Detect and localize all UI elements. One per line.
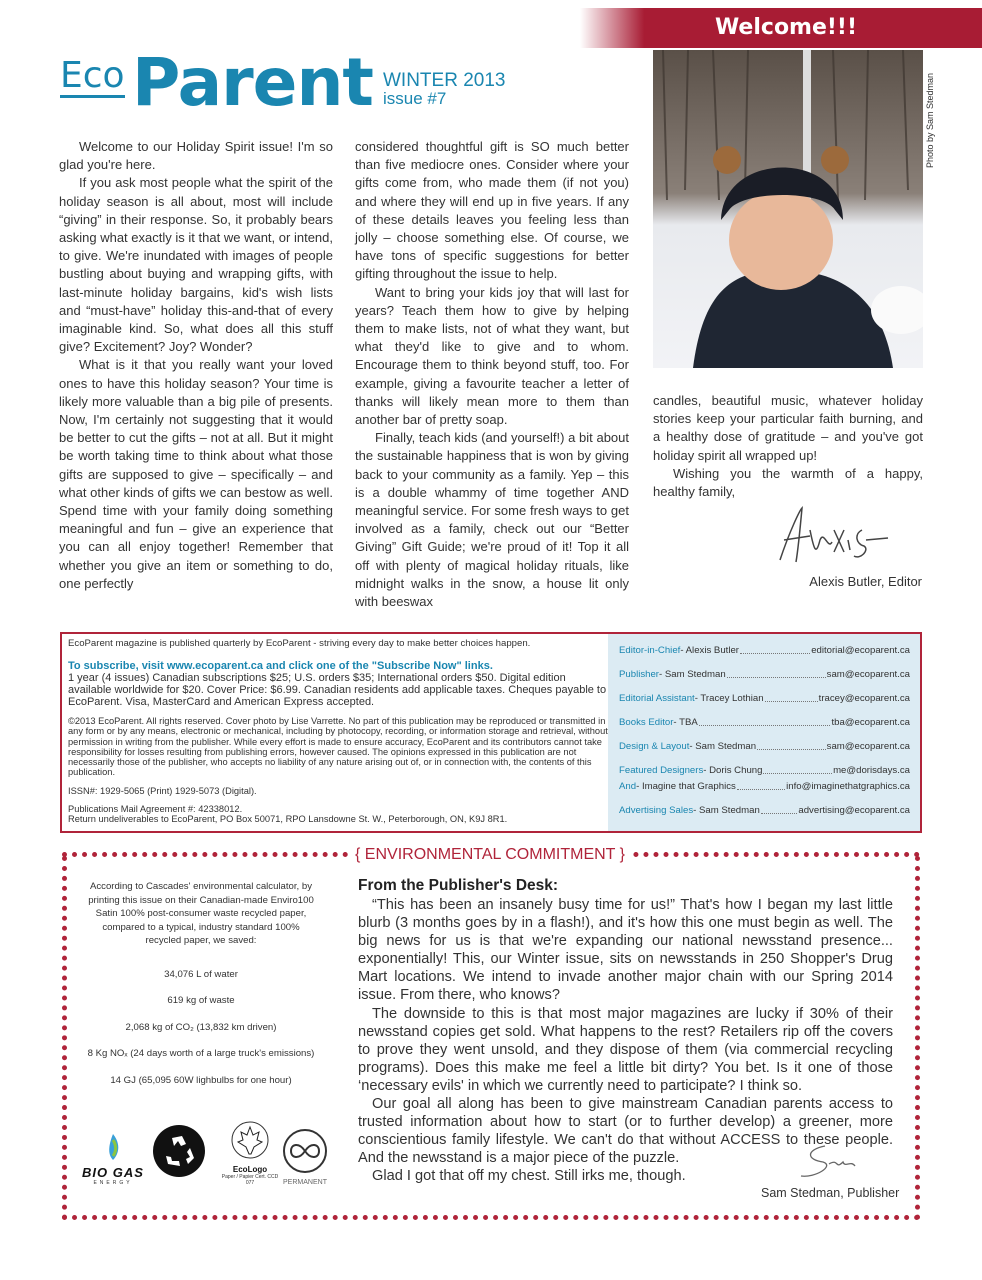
copyright: ©2013 EcoParent. All rights reserved. Cover photo by Lise Varrette. No part of this publication may be reproduced or transmitted in any form or by any means, electronic or mechanical, including by photocopy, recording, or information storage and retrieval, without permission in writing from the publisher. While every effort is made to ensure accuracy, EcoParent and its contributors cannot take responsibility for losses resulting from publishing errors, however caused. The opinions expressed in this publication are not necessarily those of the publisher, who accepts no liability of any nature arising out of, or in connection with, the contents of this publication. [68, 716, 608, 778]
issue-season: WINTER 2013 [383, 70, 506, 91]
saving-item: 2,068 kg of CO₂ (13,832 km driven) [125, 1021, 277, 1033]
staff-list [608, 634, 920, 831]
masthead-info-box [60, 632, 922, 833]
staff-name: - Sam Stedman [689, 741, 757, 752]
paragraph: What is it that you really want your loved ones to have this holiday season? Your time is likely more valuable than a big pile of presents. Now, I'm certainly not suggesting that it would be better to cut the gifts – not at all. But it might be worth taking time to think about what those gifts are supposed to give – specifically – and what other kinds of gifts we can bestow as well. Spend time with your family doing something meaningful and fun – give an experience that you can all enjoy together! Remember that whether you give an item or something to do, one perfectly [59, 357, 333, 591]
biogas-label: BIO GAS [82, 1165, 144, 1180]
publisher-heading: From the Publisher's Desk: [358, 877, 559, 894]
paragraph: Want to bring your kids joy that will last for years? Teach them how to give by helping them to make lists, not of what they want, but what they'd like to give and to whom. Encourage them to think beyond stuff, too. For example, giving a favourite teacher a letter of thanks will likely mean more to them than another bar of pretty soap. [355, 284, 629, 428]
staff-email[interactable]: sam@ecoparent.ca [826, 741, 910, 752]
logo-parent: Parent [132, 44, 373, 121]
staff-role: Design & Layout [619, 741, 690, 752]
paragraph: Finally, teach kids (and yourself!) a bit about the sustainable happiness that is won by giving back to your community as a family. Yep – this is a double whammy of time together AND meaningful service. For some fresh ways to get involved as a family, check out our “Better Giving” Gift Guide; we're proud of it! Top it all off with plenty of magical holiday rituals, like midnight walks in the snow, a house lit only with beeswax [355, 430, 629, 610]
staff-role: Editorial Assistant [619, 693, 695, 704]
welcome-banner [580, 8, 982, 48]
banner-title: Welcome!!! [714, 15, 857, 40]
permanent-logo [278, 1128, 332, 1186]
staff-role: And [619, 781, 637, 792]
staff-row [619, 693, 910, 717]
issue-number: issue #7 [383, 89, 447, 108]
staff-role: Featured Designers [619, 765, 704, 776]
staff-role: Advertising Sales [619, 805, 694, 816]
editorial-column-2 [355, 138, 629, 611]
staff-name: - Imagine that Graphics [636, 781, 736, 792]
paragraph: If you ask most people what the spirit of the holiday season is all about, most will include “giving” in their response. So, it probably bears asking what exactly is it that we want, or intend, to give. We're inundated with images of people bustling about buying and wrapping gifts, with last-minute holiday bargains, kid's wish lists and “must-have” holiday this-and-that of every imaginable kind. So, what does all this stuff give? Excitement? Joy? Wonder? [59, 175, 333, 355]
paper-savings [86, 880, 316, 1087]
saving-item: 34,076 L of water [164, 968, 238, 980]
environmental-title: { ENVIRONMENTAL COMMITMENT } [351, 846, 629, 864]
saving-item: 619 kg of waste [167, 995, 235, 1006]
staff-name: - Alexis Butler [680, 645, 739, 656]
staff-email[interactable]: tracey@ecoparent.ca [818, 693, 910, 704]
mail-agreement: Publications Mail Agreement #: 42338012. [68, 804, 243, 815]
staff-row [619, 645, 910, 669]
editor-name: Alexis Butler, Editor [809, 574, 922, 589]
permanent-label: PERMANENT [283, 1179, 327, 1186]
staff-row [619, 781, 910, 805]
paragraph: Wishing you the warmth of a happy, healthy family, [653, 465, 923, 500]
biogas-sub: ENERGY [93, 1180, 133, 1186]
saving-item: 14 GJ (65,095 60W lighbulbs for one hour) [110, 1074, 292, 1086]
issue-info [383, 72, 505, 108]
saving-item: 8 Kg NOₓ (24 days worth of a large truck's emissions) [87, 1048, 315, 1059]
staff-role: Editor-in-Chief [619, 645, 681, 656]
paragraph: Our goal all along has been to give mainstream Canadian parents access to trusted information about how to start (or to further develop) a greener, more conscientious family lifestyle. We can't do that without ACCESS to these people. And the newsstand is a major piece of the puzzle. [358, 1096, 893, 1167]
paragraph: considered thoughtful gift is SO much better than five mediocre ones. Consider where your gifts come from, who made them (if not you) and where they will end up in five years. If any of these details leaves you feeling less than jolly – choose something else. Of course, we have tons of specific suggestions for better gifting throughout the issue to help. [355, 139, 629, 282]
staff-row [619, 717, 910, 741]
rates: 1 year (4 issues) Canadian subscriptions $25; U.S. orders $35; International orders $50. Digital edition available worldwide for $20. Cover Price: $6.99. Canadian residents add applicable taxes. Cheques payable to EcoParent. Visa, MasterCard and American Express accepted. [68, 672, 607, 708]
publisher-name: Sam Stedman, Publisher [761, 1186, 900, 1200]
staff-row [619, 741, 910, 765]
recycle-icon [152, 1124, 206, 1178]
infinity-icon [282, 1128, 328, 1174]
staff-email[interactable]: info@imaginethatgraphics.ca [786, 781, 910, 792]
staff-email[interactable]: editorial@ecoparent.ca [811, 645, 910, 656]
staff-email[interactable]: tba@ecoparent.ca [831, 717, 910, 728]
return-address: Return undeliverables to EcoParent, PO Box 50071, RPO Lansdowne St. W., Peterborough, ON, K9J 8R1. [68, 814, 508, 825]
editorial-column-3 [653, 392, 923, 501]
cover-photo [653, 50, 923, 368]
certification-logos [78, 1130, 338, 1190]
staff-role: Publisher [619, 669, 659, 680]
paragraph: Glad I got that off my chest. Still irks me, though. [372, 1168, 686, 1185]
staff-email[interactable]: sam@ecoparent.ca [826, 669, 910, 680]
staff-email[interactable]: me@dorisdays.ca [833, 765, 910, 776]
issn: ISSN#: 1929-5065 (Print) 1929-5073 (Digital). [68, 785, 257, 796]
staff-email[interactable]: advertising@ecoparent.ca [798, 805, 910, 816]
staff-role: Books Editor [619, 717, 674, 728]
staff-name: - Tracey Lothian [694, 693, 764, 704]
intro: EcoParent magazine is published quarterly by EcoParent - striving every day to make better choices happen. [68, 638, 531, 649]
photo-credit: Photo by Sam Stedman [925, 72, 935, 168]
paragraph: Welcome to our Holiday Spirit issue! I'm so glad you're here. [59, 139, 333, 173]
biogas-logo [78, 1134, 148, 1186]
staff-name: - Sam Stedman [659, 669, 726, 680]
maple-leaf-icon [230, 1120, 270, 1160]
ecologo-sub: Paper / Papier Cert. CCD 077 [221, 1174, 279, 1186]
staff-row [619, 669, 910, 693]
paragraph: The downside to this is that most major magazines are lucky if 30% of their newsstand copies get sold. What happens to the rest? Retailers rip off the covers to prove they went unsold, and they dispose of them (via commercial recycling programs). Does this make me feel a little bit dirty? You bet. Is it one of those ‘necessary evils' in which we currently need to participate? I think so. [358, 1005, 893, 1094]
ecologo-label: EcoLogo [232, 1165, 268, 1174]
editorial-column-1 [59, 138, 333, 593]
staff-name: - Sam Stedman [693, 805, 760, 816]
paragraph: “This has been an insanely busy time for us!” That's how I began my last little blurb (3 months goes by in a flash!), and it's how this one must begin as well. The big news for us is that we're expanding our national newsstand presence... exponentially! This, our Winter issue, sits on newsstands in 250 Shopper's Drug Mart locations. We intend to invade another major chain with our Spring 2014 issue. From there, who knows? [358, 897, 893, 1004]
subscribe-link[interactable]: To subscribe, visit www.ecoparent.ca and click one of the "Subscribe Now" links. [68, 660, 493, 672]
logo-eco: Eco [60, 55, 125, 96]
staff-row [619, 765, 910, 781]
staff-row [619, 805, 910, 829]
staff-name: - Doris Chung [703, 765, 763, 776]
staff-name: - TBA [673, 717, 698, 728]
ecologo [220, 1120, 280, 1186]
editor-signature [770, 500, 890, 570]
publisher-signature [795, 1140, 865, 1182]
paragraph: candles, beautiful music, whatever holiday stories keep your particular faith burning, and a healthy dose of gratitude – and you've got holiday spirit all wrapped up! [653, 393, 923, 463]
calculator-text: According to Cascades' environmental calculator, by printing this issue on their Canadian-made Enviro100 Satin 100% post-consumer waste recycled paper, compared to a typical, industry standard 100% recycled paper, we saved: [88, 881, 314, 946]
publication-info [68, 638, 608, 825]
flame-icon [103, 1134, 123, 1160]
